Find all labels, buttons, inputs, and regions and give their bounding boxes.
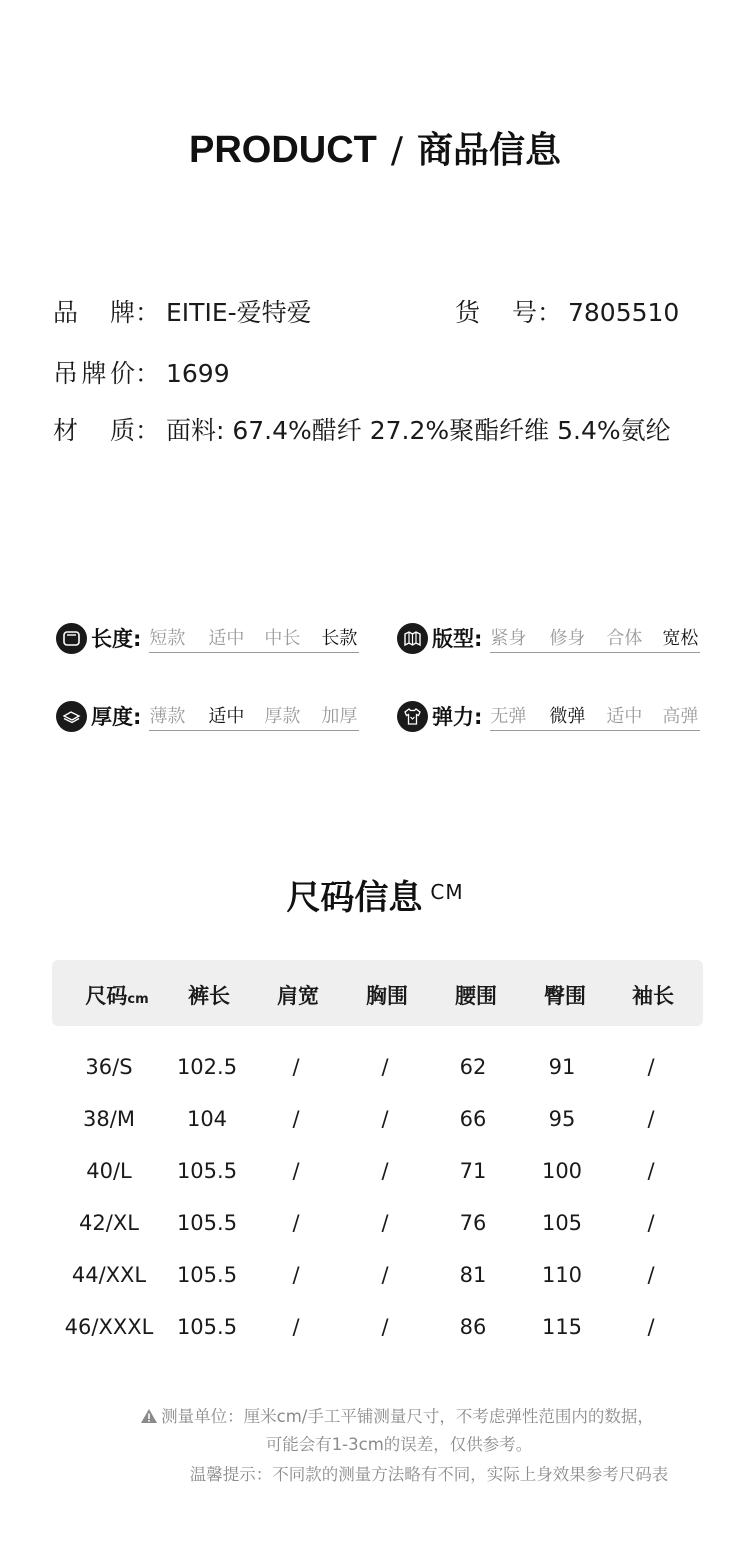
attr-elasticity [397,698,700,734]
header-size-unit: cm [127,992,149,1007]
brand-label: 品牌 [53,298,135,327]
cell-sleeve: / [647,1107,655,1131]
cell-chest: / [381,1211,389,1235]
material-label: 材质 [53,416,135,445]
option-thick: 厚款 [264,705,301,727]
cell-size: 40/L [86,1159,132,1183]
cell-shoulder: / [292,1263,300,1287]
cell-pants-length: 105.5 [176,1211,238,1235]
option-medium-stretch: 适中 [606,705,643,727]
elasticity-icon [397,701,428,732]
option-long: 长款 [321,627,358,649]
size-title-text: 尺码信息 [286,878,423,918]
cell-size: 44/XXL [71,1263,147,1287]
note-line-2: 可能会有1-3cm的误差，仅供参考。 [265,1435,533,1454]
cell-waist: 71 [459,1159,487,1183]
table-row [0,1159,750,1189]
attr-length [56,620,359,656]
cell-pants-length: 105.5 [176,1159,238,1183]
cell-waist: 66 [459,1107,487,1131]
sku-label: 货号 [455,298,537,327]
thickness-icon [56,701,87,732]
cell-chest: / [381,1107,389,1131]
attr-thickness-label: 厚度: [91,705,142,729]
length-icon [56,623,87,654]
option-no-stretch: 无弹 [490,705,527,727]
attr-fit [397,620,700,656]
page-title [0,122,750,173]
cell-shoulder: / [292,1055,300,1079]
cell-sleeve: / [647,1159,655,1183]
cell-shoulder: / [292,1211,300,1235]
attr-length-options [149,624,359,653]
colon: ： [135,359,161,388]
price-value: 1699 [166,359,230,388]
attr-thickness-options [149,702,359,731]
cell-pants-length: 102.5 [176,1055,238,1079]
table-row [0,1107,750,1137]
option-loose: 宽松 [662,627,699,649]
cell-hip: 95 [548,1107,576,1131]
cell-pants-length: 105.5 [176,1263,238,1287]
price-row [53,354,230,390]
option-regular: 合体 [606,627,643,649]
attr-fit-label: 版型: [432,627,483,651]
cell-pants-length: 105.5 [176,1315,238,1339]
option-extra-thick: 加厚 [321,705,358,727]
size-title-unit: CM [430,880,464,904]
option-high-stretch: 高弹 [662,705,699,727]
header-waist: 腰围 [455,984,497,1008]
fit-icon [397,623,428,654]
option-tight: 紧身 [490,627,527,649]
option-mid-long: 中长 [264,627,301,649]
colon: ： [135,416,161,445]
cell-chest: / [381,1263,389,1287]
colon: ： [537,298,563,327]
cell-sleeve: / [647,1211,655,1235]
option-short: 短款 [149,627,186,649]
title-cn: 商品信息 [417,130,562,171]
attr-thickness [56,698,359,734]
material-row [53,411,671,447]
attr-elasticity-label: 弹力: [432,705,483,729]
brand-row [53,293,312,329]
cell-shoulder: / [292,1107,300,1131]
colon: ： [135,298,161,327]
attr-fit-options [490,624,700,653]
option-slim: 修身 [549,627,586,649]
table-row [0,1263,750,1293]
attr-elasticity-options [490,702,700,731]
table-row [0,1211,750,1241]
cell-chest: / [381,1159,389,1183]
cell-sleeve: / [647,1263,655,1287]
header-pants-length: 裤长 [188,984,230,1008]
header-shoulder: 肩宽 [277,984,319,1008]
table-row [0,1055,750,1085]
cell-waist: 76 [459,1211,487,1235]
cell-size: 46/XXXL [64,1315,154,1339]
sku-row [455,293,679,329]
cell-waist: 62 [459,1055,487,1079]
cell-size: 36/S [85,1055,133,1079]
note-line-3: 温馨提示：不同款的测量方法略有不同，实际上身效果参考尺码表 [189,1465,669,1484]
option-medium-thickness: 适中 [208,705,245,727]
cell-hip: 100 [541,1159,583,1183]
cell-waist: 81 [459,1263,487,1287]
option-thin: 薄款 [149,705,186,727]
attr-length-label: 长度: [91,627,142,651]
cell-pants-length: 104 [186,1107,228,1131]
header-size [67,980,167,1010]
cell-chest: / [381,1315,389,1339]
cell-hip: 115 [541,1315,583,1339]
cell-sleeve: / [647,1055,655,1079]
cell-waist: 86 [459,1315,487,1339]
title-separator: / [390,130,403,171]
header-chest: 胸围 [366,984,408,1008]
title-en: PRODUCT [188,129,377,171]
size-table-header-cells [0,960,750,1026]
note-line-1-text: 测量单位：厘米cm/手工平铺测量尺寸，不考虑弹性范围内的数据， [161,1407,654,1426]
sku-value: 7805510 [568,298,680,327]
brand-value: EITIE-爱特爱 [166,298,312,327]
cell-shoulder: / [292,1159,300,1183]
option-medium: 适中 [208,627,245,649]
material-value: 面料: 67.4%醋纤 27.2%聚酯纤维 5.4%氨纶 [166,416,671,445]
table-row [0,1315,750,1345]
cell-shoulder: / [292,1315,300,1339]
header-size-text: 尺码 [85,984,128,1008]
cell-hip: 105 [541,1211,583,1235]
cell-size: 42/XL [79,1211,139,1235]
cell-size: 38/M [83,1107,135,1131]
cell-hip: 91 [548,1055,576,1079]
header-sleeve: 袖长 [632,984,674,1008]
note-line-1 [0,1403,750,1427]
cell-chest: / [381,1055,389,1079]
header-hip: 臀围 [544,984,586,1008]
cell-hip: 110 [541,1263,583,1287]
warning-icon [140,1408,158,1424]
price-label: 吊牌价 [53,359,135,388]
option-slight-stretch: 微弹 [549,705,586,727]
cell-sleeve: / [647,1315,655,1339]
size-section-title [0,870,750,919]
